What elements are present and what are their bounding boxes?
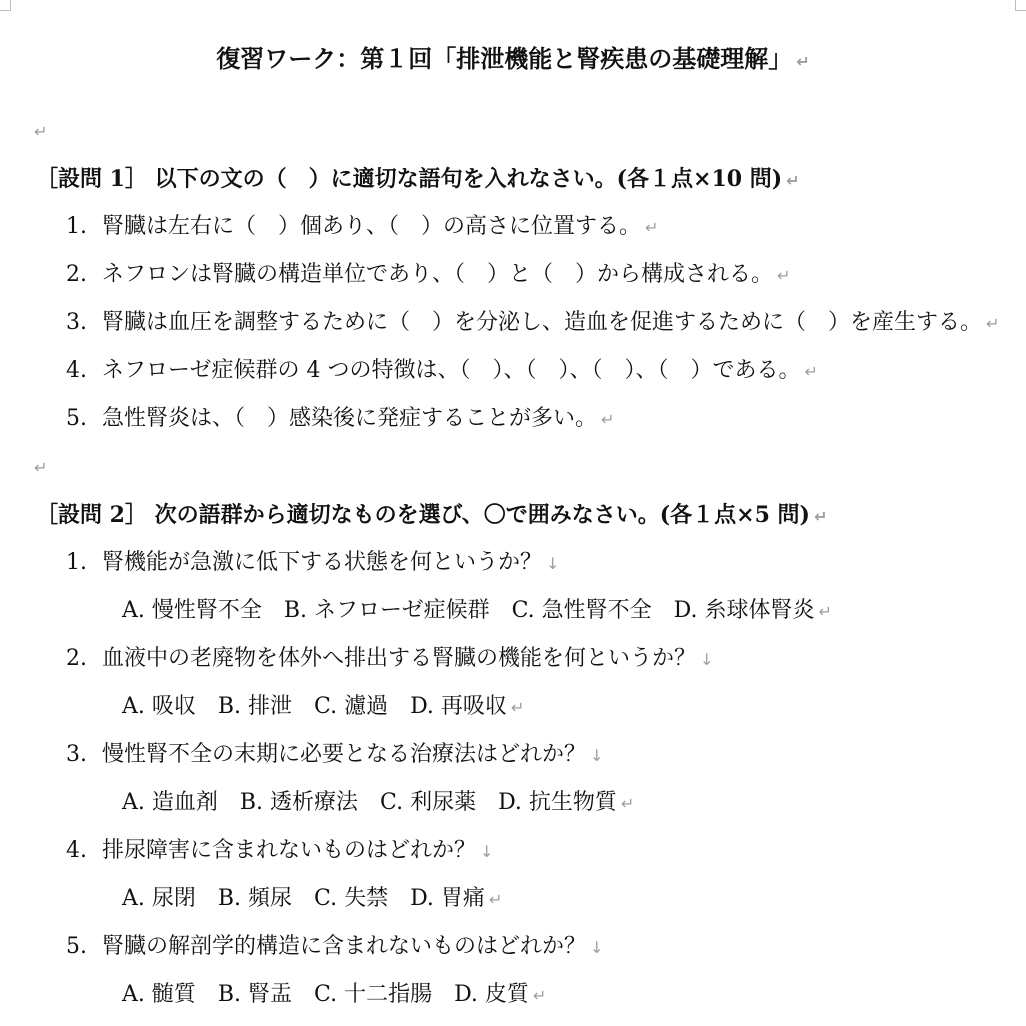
line-break-mark-icon: ↓ xyxy=(480,842,494,861)
item-number: 4. xyxy=(66,358,87,383)
paragraph-mark-icon: ↵ xyxy=(818,602,832,621)
section2-item-5-options xyxy=(122,980,546,1011)
item-text: 慢性腎不全の末期に必要となる治療法はどれか？ xyxy=(102,742,587,767)
section2-heading xyxy=(36,500,827,532)
item-text: 腎臓の解剖学的構造に含まれないものはどれか？ xyxy=(102,934,587,959)
section2-item-3 xyxy=(66,740,603,771)
item-text: 腎臓は左右に（ ）個あり、（ ）の高さに位置する。 xyxy=(102,214,642,239)
section1-item-1 xyxy=(66,212,658,243)
item-text: 腎臓は血圧を調整するために（ ）を分泌し、造血を促進するために（ ）を産生する。 xyxy=(102,310,983,335)
item-number: 1. xyxy=(66,550,87,575)
paragraph-mark-icon: ↵ xyxy=(777,266,791,285)
line-break-mark-icon: ↓ xyxy=(546,554,560,573)
item-number: 3. xyxy=(66,742,87,767)
section1-heading xyxy=(36,164,800,196)
paragraph-mark-icon: ↵ xyxy=(786,171,800,190)
paragraph-mark-icon: ↵ xyxy=(804,362,818,381)
paragraph-mark-icon: ↵ xyxy=(813,507,828,526)
paragraph-mark-icon: ↵ xyxy=(601,410,615,429)
section2-item-3-options xyxy=(122,788,634,819)
paragraph-mark-icon: ↵ xyxy=(34,122,48,141)
item-number: 2. xyxy=(66,646,87,671)
paragraph-mark-icon: ↵ xyxy=(796,52,810,71)
section2-item-2-options xyxy=(122,692,524,723)
paragraph-mark-icon: ↵ xyxy=(488,890,503,909)
section1-item-3 xyxy=(66,308,999,339)
options-text: A. 尿閉 B. 頻尿 C. 失禁 D. 胃痛 xyxy=(122,886,485,911)
item-number: 1. xyxy=(66,214,87,239)
document-title-text: 復習ワーク：第１回「排泄機能と腎疾患の基礎理解」 xyxy=(216,44,793,73)
section2-item-1 xyxy=(66,548,559,579)
item-text: 腎機能が急激に低下する状態を何というか？ xyxy=(102,550,543,575)
document-title xyxy=(0,44,1026,77)
section2-item-4 xyxy=(66,836,493,867)
options-text: A. 吸収 B. 排泄 C. 濾過 D. 再吸収 xyxy=(122,694,507,719)
item-text: ネフローゼ症候群の 4 つの特徴は、（ ）、（ ）、（ ）、（ ）である。 xyxy=(102,358,801,383)
section1-item-4 xyxy=(66,356,818,387)
paragraph-mark-icon: ↵ xyxy=(532,986,547,1005)
line-break-mark-icon: ↓ xyxy=(590,746,604,765)
options-text: A. 造血剤 B. 透析療法 C. 利尿薬 D. 抗生物質 xyxy=(122,790,617,815)
item-number: 5. xyxy=(66,934,87,959)
section1-item-2 xyxy=(66,260,790,291)
empty-paragraph xyxy=(30,452,47,483)
paragraph-mark-icon: ↵ xyxy=(620,794,635,813)
item-number: 5. xyxy=(66,406,87,431)
section1-item-5 xyxy=(66,404,614,435)
paragraph-mark-icon: ↵ xyxy=(986,314,1000,333)
section2-item-2 xyxy=(66,644,713,675)
options-text: A. 慢性腎不全 B. ネフローゼ症候群 C. 急性腎不全 D. 糸球体腎炎 xyxy=(122,598,815,623)
section2-item-5 xyxy=(66,932,603,963)
item-text: 排尿障害に含まれないものはどれか？ xyxy=(102,838,477,863)
item-text: 血液中の老廃物を体外へ排出する腎臓の機能を何というか？ xyxy=(102,646,697,671)
paragraph-mark-icon: ↵ xyxy=(34,458,48,477)
section2-item-4-options xyxy=(122,884,502,915)
line-break-mark-icon: ↓ xyxy=(700,650,714,669)
section2-heading-text: ［設問 2］ 次の語群から適切なものを選び、〇で囲みなさい。(各１点×5 問) xyxy=(36,502,810,528)
paragraph-mark-icon: ↵ xyxy=(510,698,525,717)
item-number: 3. xyxy=(66,310,87,335)
section1-heading-text: ［設問 1］ 以下の文の（ ）に適切な語句を入れなさい。(各１点×10 問) xyxy=(36,166,783,192)
paragraph-mark-icon: ↵ xyxy=(645,218,659,237)
item-text: 急性腎炎は、（ ）感染後に発症することが多い。 xyxy=(102,406,598,431)
section2-item-1-options xyxy=(122,596,832,627)
item-text: ネフロンは腎臓の構造単位であり、（ ）と（ ）から構成される。 xyxy=(102,262,774,287)
item-number: 2. xyxy=(66,262,87,287)
line-break-mark-icon: ↓ xyxy=(590,938,604,957)
item-number: 4. xyxy=(66,838,87,863)
empty-paragraph xyxy=(30,116,47,147)
options-text: A. 髄質 B. 腎盂 C. 十二指腸 D. 皮質 xyxy=(122,982,529,1007)
